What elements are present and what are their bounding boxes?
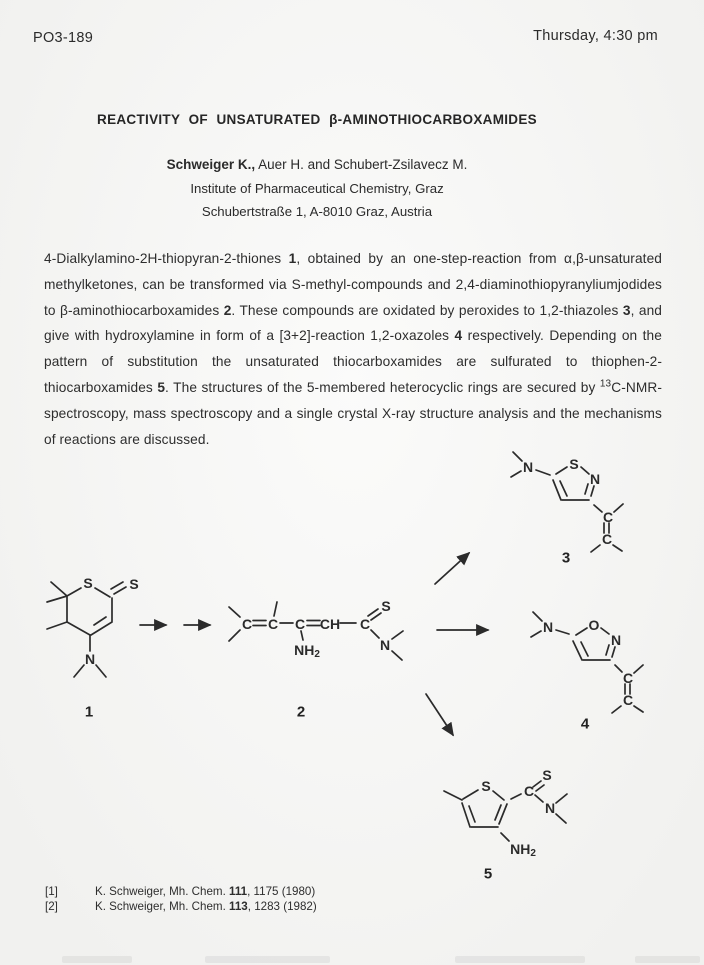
atom-label: C <box>359 616 371 632</box>
abstract-text: . These compounds are oxidated by peroxides to 1,2-thiazoles <box>231 302 623 318</box>
atom-label: S <box>481 778 491 794</box>
atom-label: N <box>84 651 96 667</box>
abstract-text: C-NMR-spectroscopy, mass spectroscopy and a single crystal X-ray structure analysis and the mechanisms of reactions are discussed. <box>44 379 662 447</box>
structure-4-oxazole <box>531 612 643 733</box>
compound-ref-5: 5 <box>157 379 166 395</box>
amine-group-label: $NH_2$ <box>294 642 320 660</box>
structure-5-thiophene <box>444 767 567 883</box>
structure-3-thiazole <box>511 452 623 567</box>
scan-artifact-strip <box>0 953 704 965</box>
reference-text: K. Schweiger, Mh. Chem. 111, 1175 (1980) <box>95 885 316 898</box>
reference-index: [2] <box>45 900 58 914</box>
atom-label: N <box>379 637 391 653</box>
atom-label: S <box>83 575 93 591</box>
poster-number: PO3-189 <box>33 30 94 46</box>
atom-label: C <box>622 670 634 686</box>
reaction-arrows-2-to-products <box>426 553 488 735</box>
atom-label: S <box>542 767 552 783</box>
compound-ref-3: 3 <box>622 302 631 318</box>
atom-label: S <box>569 456 579 472</box>
abstract-text: , obtained by an one-step-reaction from α,β-unsaturated methylketones, can be transformed via S-methyl-compounds and 2,4-diaminothiopyranyliumjodides to β-aminothiocarboxamides <box>44 251 663 318</box>
atom-label: C <box>267 616 279 632</box>
compound-ref-1: 1 <box>288 251 297 266</box>
atom-label: O <box>588 617 600 633</box>
abstract-text: 4-Dialkylamino-2H-thiopyran-2-thiones <box>44 251 289 266</box>
compound-ref-2: 2 <box>223 302 232 318</box>
atom-label: N <box>542 619 554 635</box>
atom-label: C <box>523 783 535 799</box>
atom-label: C <box>241 616 253 632</box>
compound-number-5: 5 <box>483 865 493 883</box>
compound-number-4: 4 <box>580 715 590 733</box>
atom-label: N <box>589 471 601 487</box>
atom-label: C <box>294 616 306 632</box>
affiliation-line-1: Institute of Pharmaceutical Chemistry, Graz <box>190 181 444 196</box>
atom-label: C <box>602 509 614 525</box>
reference-2 <box>45 899 317 914</box>
atom-label: C <box>622 692 634 708</box>
compound-number-2: 2 <box>296 703 306 721</box>
reference-index: [1] <box>45 885 58 898</box>
reaction-scheme <box>0 440 704 890</box>
atom-label: N <box>544 800 556 816</box>
reference-text: K. Schweiger, Mh. Chem. 113, 1283 (1982) <box>95 900 317 914</box>
abstract-paragraph <box>44 246 662 452</box>
structure-1-thiopyranthione <box>47 575 139 721</box>
structure-2-aminothiocarboxamide <box>229 598 403 721</box>
abstract-text: . The structures of the 5-membered heterocyclic rings are secured by <box>165 379 600 395</box>
atom-label: N <box>522 459 534 475</box>
co-authors: Auer H. and Schubert-Zsilavecz M. <box>255 157 468 172</box>
page-title: REACTIVITY OF UNSATURATED β-AMINOTHIOCARBOXAMIDES <box>97 112 537 127</box>
authors-line <box>0 157 634 172</box>
abstract-text: , and give with hydroxylamine in form of a [3+2]-reaction 1,2-oxazoles <box>44 302 662 344</box>
compound-ref-4: 4 <box>454 328 463 344</box>
affiliation-line-2: Schubertstraße 1, A-8010 Graz, Austria <box>201 204 433 219</box>
atom-label: CH <box>319 616 341 632</box>
first-author: Schweiger K., <box>166 157 256 172</box>
compound-number-3: 3 <box>561 549 571 567</box>
atom-label: S <box>381 598 391 614</box>
atom-label: N <box>610 632 622 648</box>
atom-label: C <box>601 531 613 547</box>
compound-number-1: 1 <box>84 703 94 721</box>
atom-label: S <box>129 576 139 592</box>
reference-1 <box>45 884 317 899</box>
amine-group-label: $NH_2$ <box>510 841 536 859</box>
superscript-13: 13 <box>599 378 612 390</box>
abstract-text: respectively. Depending on the pattern of substitution the unsaturated thiocarboxamides are sulfurated to thiophen-2-thiocarboxamides <box>44 328 662 395</box>
references <box>45 884 317 915</box>
session-time: Thursday, 4:30 pm <box>533 28 658 44</box>
